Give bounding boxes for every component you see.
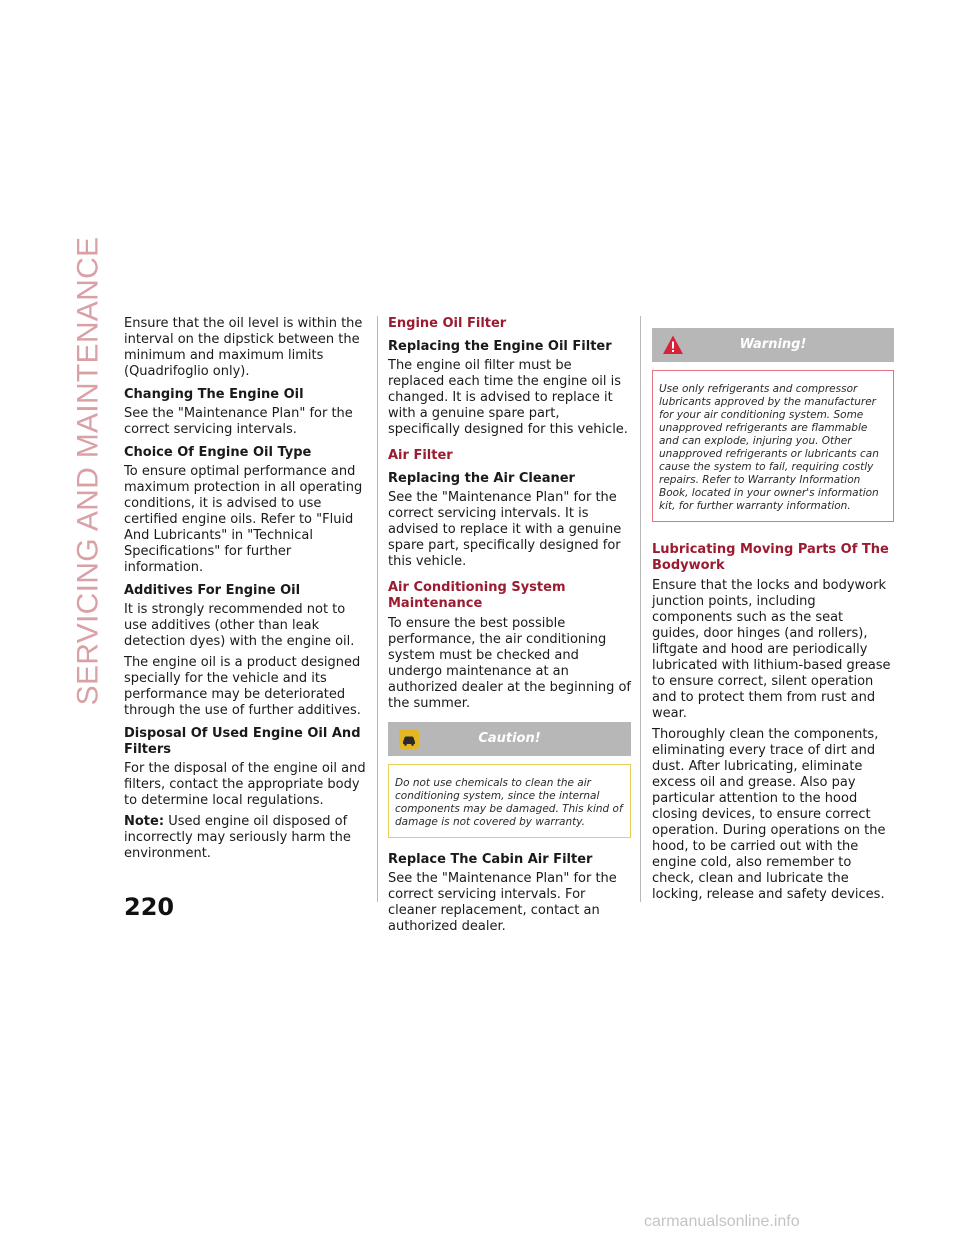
lubricating-paragraph-2: Thoroughly clean the components, eliminating every trace of dirt and dust. After lubricating, eliminate excess oil and grease. Also pay particular attention to the hood closing devices, to ensure correct operation. During operations on the hood, to be carried out with the engine cold, also remember to check, clean and lubricate the locking, release and safety devices. (652, 727, 886, 902)
ac-maintenance-heading: Air Conditioning System Maintenance (388, 580, 566, 611)
lubricating-heading: Lubricating Moving Parts Of The Bodywork (652, 542, 889, 573)
column-2 (388, 316, 631, 940)
additives-heading: Additives For Engine Oil (124, 583, 301, 598)
note-text: Used engine oil disposed of incorrectly may seriously harm the environment. (124, 814, 351, 861)
air-filter-heading: Air Filter (388, 448, 453, 463)
caution-header (388, 722, 631, 756)
warning-header (652, 328, 894, 362)
column-divider (640, 316, 641, 902)
caution-box (388, 722, 631, 838)
ac-maintenance-paragraph: To ensure the best possible performance, the air conditioning system must be checked and undergo maintenance at an authorized dealer at the beginning of the summer. (388, 616, 631, 711)
changing-oil-paragraph: See the "Maintenance Plan" for the correct servicing intervals. (124, 406, 353, 437)
air-filter-paragraph: See the "Maintenance Plan" for the correct servicing intervals. It is advised to replace it with a genuine spare part, specifically designed for this vehicle. (388, 490, 622, 569)
warning-box (652, 328, 894, 522)
cabin-filter-heading: Replace The Cabin Air Filter (388, 852, 593, 867)
changing-oil-heading: Changing The Engine Oil (124, 387, 304, 402)
column-3 (652, 316, 894, 908)
note-label: Note: (124, 814, 165, 829)
warning-title: Warning! (739, 337, 807, 352)
disposal-paragraph: For the disposal of the engine oil and filters, contact the appropriate body to determine local regulations. (124, 761, 366, 808)
disposal-heading: Disposal Of Used Engine Oil And Filters (124, 726, 361, 757)
oil-filter-heading: Engine Oil Filter (388, 316, 507, 331)
page-number: 220 (124, 893, 175, 921)
warning-text: Use only refrigerants and compressor lubricants approved by the manufacturer for your air conditioning system. Some unapproved refrigerants are flammable and can explode, injuring you. Other unapproved refrigerants or lubricants can cause the system to fail, requiring costly repairs. Refer to Warranty Information Book, located in your owner's information kit, for further warranty information. (652, 370, 894, 522)
oil-filter-paragraph: The engine oil filter must be replaced each time the engine oil is changed. It is advised to replace it with a genuine spare part, specifically designed for this vehicle. (388, 358, 628, 437)
lubricating-paragraph-1: Ensure that the locks and bodywork junction points, including components such as the seat guides, door hinges (and rollers), liftgate and hood are periodically lubricated with lithium-based grease to ensure correct, silent operation and to protect them from rust and wear. (652, 578, 891, 721)
air-filter-subheading: Replacing the Air Cleaner (388, 471, 575, 486)
oil-type-heading: Choice Of Engine Oil Type (124, 445, 312, 460)
cabin-filter-paragraph: See the "Maintenance Plan" for the correct servicing intervals. For cleaner replacement, contact an authorized dealer. (388, 871, 617, 934)
caution-title: Caution! (478, 731, 541, 746)
additives-paragraph-1: It is strongly recommended not to use additives (other than leak detection dyes) with the engine oil. (124, 602, 355, 649)
oil-type-paragraph: To ensure optimal performance and maximum protection in all operating conditions, it is advised to use certified engine oils. Refer to "Fluid And Lubricants" in "Technical Specifications" for further information. (124, 464, 363, 575)
additives-paragraph-2: The engine oil is a product designed specially for the vehicle and its performance may be deteriorated through the use of further additives. (124, 655, 361, 718)
note-paragraph (124, 814, 369, 862)
oil-filter-subheading: Replacing the Engine Oil Filter (388, 339, 612, 354)
oil-level-paragraph: Ensure that the oil level is within the interval on the dipstick between the minimum and maximum limits (Quadrifoglio only). (124, 316, 363, 379)
warning-triangle-icon (662, 334, 684, 356)
section-side-label: SERVICING AND MAINTENANCE (71, 236, 105, 706)
caution-text: Do not use chemicals to clean the air conditioning system, since the internal components may be damaged. This kind of damage is not covered by warranty. (388, 764, 631, 838)
column-1 (124, 316, 369, 867)
watermark: carmanualsonline.info (644, 1213, 800, 1230)
column-divider (377, 316, 378, 902)
caution-car-icon (398, 728, 420, 750)
